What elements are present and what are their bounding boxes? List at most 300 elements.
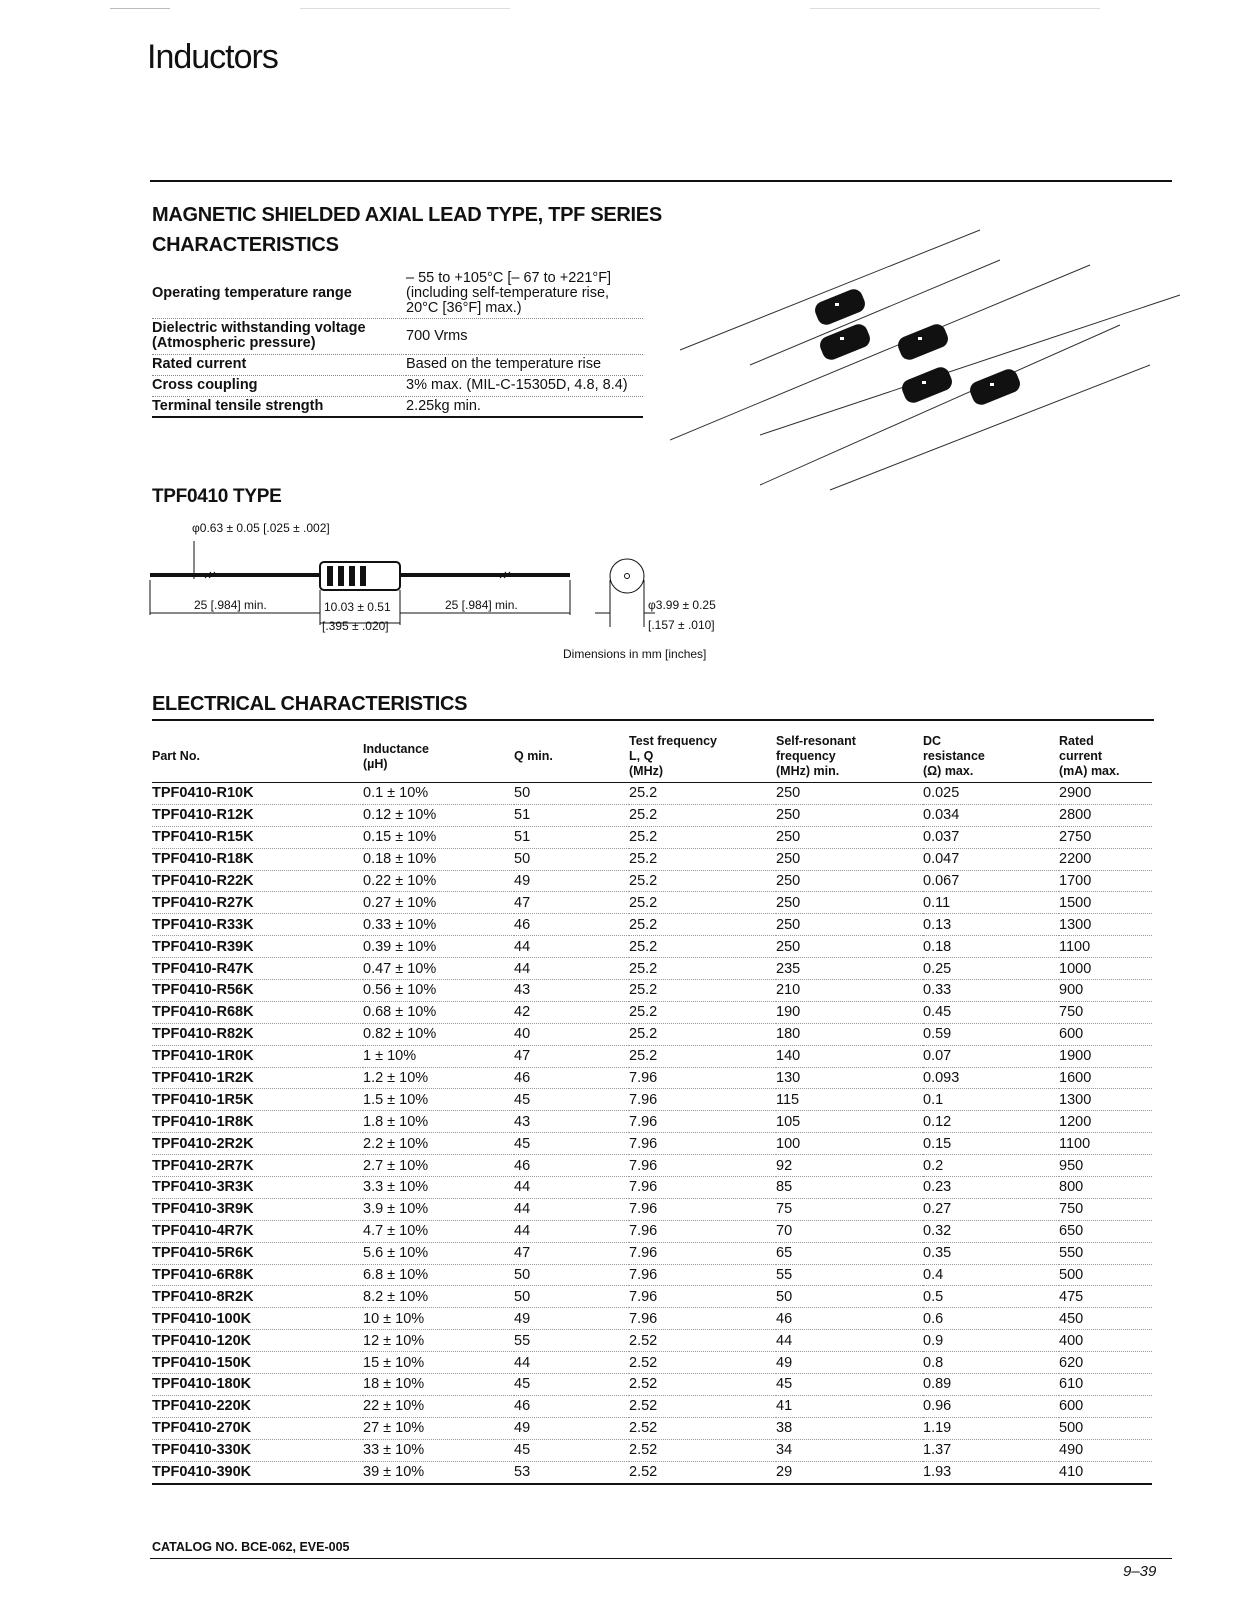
cell-test-frequency: 7.96 <box>629 1242 776 1264</box>
cell-inductance: 0.18 ± 10% <box>363 848 514 870</box>
cell-inductance: 12 ± 10% <box>363 1330 514 1352</box>
cell-test-frequency: 2.52 <box>629 1330 776 1352</box>
cell-self-resonant-frequency: 75 <box>776 1198 923 1220</box>
cell-inductance: 0.1 ± 10% <box>363 783 514 805</box>
cell-inductance: 2.7 ± 10% <box>363 1155 514 1177</box>
color-band <box>360 566 366 586</box>
cell-rated-current: 1100 <box>1059 936 1152 958</box>
cell-part-no: TPF0410-270K <box>152 1417 363 1439</box>
cell-self-resonant-frequency: 92 <box>776 1155 923 1177</box>
cell-part-no: TPF0410-4R7K <box>152 1220 363 1242</box>
cell-part-no: TPF0410-220K <box>152 1395 363 1417</box>
cell-test-frequency: 25.2 <box>629 870 776 892</box>
inductor-body <box>817 322 872 363</box>
cell-rated-current: 1500 <box>1059 892 1152 914</box>
table-row <box>152 1286 1152 1308</box>
cell-self-resonant-frequency: 50 <box>776 1286 923 1308</box>
cell-part-no: TPF0410-R39K <box>152 936 363 958</box>
units-note: Dimensions in mm [inches] <box>563 647 707 661</box>
cell-test-frequency: 7.96 <box>629 1133 776 1155</box>
cell-rated-current: 2900 <box>1059 783 1152 805</box>
cell-q-min: 42 <box>514 1001 629 1023</box>
cell-rated-current: 800 <box>1059 1177 1152 1199</box>
cell-test-frequency: 7.96 <box>629 1067 776 1089</box>
cell-self-resonant-frequency: 130 <box>776 1067 923 1089</box>
cell-part-no: TPF0410-R68K <box>152 1001 363 1023</box>
table-row <box>152 1089 1152 1111</box>
cell-self-resonant-frequency: 100 <box>776 1133 923 1155</box>
cell-self-resonant-frequency: 45 <box>776 1374 923 1396</box>
inductor-body <box>899 365 954 406</box>
char-row <box>152 318 643 354</box>
electrical-table-body <box>152 783 1152 1484</box>
char-value: Based on the temperature rise <box>406 354 643 375</box>
scan-rule <box>300 8 510 9</box>
char-label: Cross coupling <box>152 375 406 396</box>
electrical-rule <box>152 719 1154 721</box>
cell-inductance: 15 ± 10% <box>363 1352 514 1374</box>
characteristics-table <box>152 270 643 418</box>
type-heading: TPF0410 TYPE <box>152 486 282 507</box>
cell-q-min: 53 <box>514 1461 629 1483</box>
char-label-line: Dielectric withstanding voltage <box>152 320 366 336</box>
cell-dc-resistance: 0.4 <box>923 1264 1059 1286</box>
electrical-heading: ELECTRICAL CHARACTERISTICS <box>152 693 468 715</box>
body-end-view <box>610 559 644 593</box>
cell-rated-current: 410 <box>1059 1461 1152 1483</box>
table-row <box>152 914 1152 936</box>
cell-inductance: 3.9 ± 10% <box>363 1198 514 1220</box>
cell-self-resonant-frequency: 210 <box>776 980 923 1002</box>
electrical-table <box>152 734 1152 1485</box>
table-row <box>152 980 1152 1002</box>
char-value: 3% max. (MIL-C-15305D, 4.8, 8.4) <box>406 375 643 396</box>
cell-test-frequency: 2.52 <box>629 1439 776 1461</box>
cell-part-no: TPF0410-3R3K <box>152 1177 363 1199</box>
cell-q-min: 46 <box>514 1067 629 1089</box>
cell-part-no: TPF0410-120K <box>152 1330 363 1352</box>
cell-inductance: 0.27 ± 10% <box>363 892 514 914</box>
cell-rated-current: 600 <box>1059 1023 1152 1045</box>
col-header-test-frequency: Test frequency L, Q (MHz) <box>629 734 776 783</box>
cell-inductance: 18 ± 10% <box>363 1374 514 1396</box>
char-label: Terminal tensile strength <box>152 396 406 417</box>
table-row <box>152 936 1152 958</box>
cell-self-resonant-frequency: 140 <box>776 1045 923 1067</box>
inductor-body <box>812 287 867 328</box>
characteristics-heading: CHARACTERISTICS <box>152 234 339 256</box>
cell-dc-resistance: 1.93 <box>923 1461 1059 1483</box>
table-row <box>152 1133 1152 1155</box>
table-row <box>152 958 1152 980</box>
cell-q-min: 49 <box>514 1417 629 1439</box>
cell-q-min: 43 <box>514 1111 629 1133</box>
cell-rated-current: 610 <box>1059 1374 1152 1396</box>
cell-test-frequency: 7.96 <box>629 1155 776 1177</box>
cell-rated-current: 1300 <box>1059 914 1152 936</box>
table-row <box>152 1308 1152 1330</box>
section-title: MAGNETIC SHIELDED AXIAL LEAD TYPE, TPF SERIES <box>152 204 662 226</box>
page-title: Inductors <box>147 38 278 76</box>
cell-rated-current: 2200 <box>1059 848 1152 870</box>
cell-rated-current: 2800 <box>1059 804 1152 826</box>
cell-inductance: 4.7 ± 10% <box>363 1220 514 1242</box>
cell-rated-current: 1200 <box>1059 1111 1152 1133</box>
cell-part-no: TPF0410-R27K <box>152 892 363 914</box>
col-header-part-no: Part No. <box>152 734 363 783</box>
footer-rule <box>150 1558 1172 1559</box>
table-row <box>152 1330 1152 1352</box>
cell-test-frequency: 7.96 <box>629 1264 776 1286</box>
cell-part-no: TPF0410-R12K <box>152 804 363 826</box>
cell-test-frequency: 7.96 <box>629 1308 776 1330</box>
cell-self-resonant-frequency: 190 <box>776 1001 923 1023</box>
cell-dc-resistance: 0.9 <box>923 1330 1059 1352</box>
cell-rated-current: 500 <box>1059 1417 1152 1439</box>
cell-test-frequency: 25.2 <box>629 892 776 914</box>
cell-rated-current: 620 <box>1059 1352 1152 1374</box>
cell-self-resonant-frequency: 85 <box>776 1177 923 1199</box>
cell-part-no: TPF0410-R15K <box>152 826 363 848</box>
cell-self-resonant-frequency: 65 <box>776 1242 923 1264</box>
cell-q-min: 45 <box>514 1439 629 1461</box>
cell-q-min: 46 <box>514 914 629 936</box>
cell-test-frequency: 2.52 <box>629 1417 776 1439</box>
color-band <box>349 566 355 586</box>
inductor-body <box>967 367 1022 408</box>
cell-test-frequency: 7.96 <box>629 1198 776 1220</box>
cell-part-no: TPF0410-R82K <box>152 1023 363 1045</box>
cell-part-no: TPF0410-R22K <box>152 870 363 892</box>
cell-test-frequency: 25.2 <box>629 1023 776 1045</box>
col-header-self-resonant: Self-resonant frequency (MHz) min. <box>776 734 923 783</box>
cell-inductance: 0.15 ± 10% <box>363 826 514 848</box>
cell-dc-resistance: 0.037 <box>923 826 1059 848</box>
table-row <box>152 1045 1152 1067</box>
cell-part-no: TPF0410-R10K <box>152 783 363 805</box>
cell-test-frequency: 7.96 <box>629 1286 776 1308</box>
cell-part-no: TPF0410-1R5K <box>152 1089 363 1111</box>
cell-self-resonant-frequency: 105 <box>776 1111 923 1133</box>
cell-rated-current: 1000 <box>1059 958 1152 980</box>
cell-inductance: 10 ± 10% <box>363 1308 514 1330</box>
cell-q-min: 44 <box>514 1220 629 1242</box>
cell-rated-current: 550 <box>1059 1242 1152 1264</box>
cell-rated-current: 1600 <box>1059 1067 1152 1089</box>
cell-inductance: 0.82 ± 10% <box>363 1023 514 1045</box>
char-value: 700 Vrms <box>406 318 643 354</box>
cell-rated-current: 750 <box>1059 1198 1152 1220</box>
cell-inductance: 6.8 ± 10% <box>363 1264 514 1286</box>
cell-rated-current: 450 <box>1059 1308 1152 1330</box>
cell-q-min: 44 <box>514 1177 629 1199</box>
cell-part-no: TPF0410-6R8K <box>152 1264 363 1286</box>
body-diameter-label: φ3.99 ± 0.25 <box>648 598 716 612</box>
cell-self-resonant-frequency: 250 <box>776 936 923 958</box>
table-row <box>152 1177 1152 1199</box>
cell-rated-current: 400 <box>1059 1330 1152 1352</box>
cell-q-min: 44 <box>514 1198 629 1220</box>
cell-part-no: TPF0410-180K <box>152 1374 363 1396</box>
cell-part-no: TPF0410-R18K <box>152 848 363 870</box>
cell-self-resonant-frequency: 46 <box>776 1308 923 1330</box>
cell-part-no: TPF0410-1R2K <box>152 1067 363 1089</box>
table-row <box>152 892 1152 914</box>
cell-self-resonant-frequency: 29 <box>776 1461 923 1483</box>
cell-q-min: 50 <box>514 783 629 805</box>
cell-part-no: TPF0410-150K <box>152 1352 363 1374</box>
cell-self-resonant-frequency: 250 <box>776 870 923 892</box>
cell-test-frequency: 2.52 <box>629 1461 776 1483</box>
cell-dc-resistance: 0.8 <box>923 1352 1059 1374</box>
cell-rated-current: 1100 <box>1059 1133 1152 1155</box>
inductor-body <box>895 322 950 363</box>
cell-inductance: 0.22 ± 10% <box>363 870 514 892</box>
char-value-line: 20°C [36°F] max.) <box>406 300 522 317</box>
cell-dc-resistance: 0.45 <box>923 1001 1059 1023</box>
cell-self-resonant-frequency: 38 <box>776 1417 923 1439</box>
cell-test-frequency: 7.96 <box>629 1089 776 1111</box>
cell-self-resonant-frequency: 41 <box>776 1395 923 1417</box>
cell-rated-current: 900 <box>1059 980 1152 1002</box>
cell-test-frequency: 7.96 <box>629 1220 776 1242</box>
cell-part-no: TPF0410-390K <box>152 1461 363 1483</box>
cell-test-frequency: 25.2 <box>629 958 776 980</box>
cell-rated-current: 475 <box>1059 1286 1152 1308</box>
cell-self-resonant-frequency: 235 <box>776 958 923 980</box>
table-row <box>152 1067 1152 1089</box>
table-row <box>152 1264 1152 1286</box>
cell-dc-resistance: 0.35 <box>923 1242 1059 1264</box>
cell-test-frequency: 7.96 <box>629 1111 776 1133</box>
table-row <box>152 1461 1152 1483</box>
cell-dc-resistance: 0.12 <box>923 1111 1059 1133</box>
cell-self-resonant-frequency: 44 <box>776 1330 923 1352</box>
table-row <box>152 1001 1152 1023</box>
cell-dc-resistance: 0.89 <box>923 1374 1059 1396</box>
body-length-label: 10.03 ± 0.51 <box>324 600 391 614</box>
cell-self-resonant-frequency: 250 <box>776 914 923 936</box>
cell-inductance: 0.47 ± 10% <box>363 958 514 980</box>
cell-rated-current: 490 <box>1059 1439 1152 1461</box>
cell-self-resonant-frequency: 250 <box>776 848 923 870</box>
cell-dc-resistance: 0.59 <box>923 1023 1059 1045</box>
cell-q-min: 45 <box>514 1374 629 1396</box>
cell-dc-resistance: 0.025 <box>923 783 1059 805</box>
cell-part-no: TPF0410-R47K <box>152 958 363 980</box>
cell-rated-current: 600 <box>1059 1395 1152 1417</box>
cell-dc-resistance: 0.047 <box>923 848 1059 870</box>
cell-part-no: TPF0410-100K <box>152 1308 363 1330</box>
cell-q-min: 44 <box>514 936 629 958</box>
section-rule <box>150 180 1172 182</box>
cell-test-frequency: 25.2 <box>629 783 776 805</box>
table-row <box>152 783 1152 805</box>
cell-self-resonant-frequency: 55 <box>776 1264 923 1286</box>
col-header-inductance: Inductance (µH) <box>363 734 514 783</box>
cell-test-frequency: 25.2 <box>629 804 776 826</box>
cell-dc-resistance: 0.18 <box>923 936 1059 958</box>
char-value: 2.25kg min. <box>406 396 643 417</box>
cell-part-no: TPF0410-1R8K <box>152 1111 363 1133</box>
cell-q-min: 46 <box>514 1155 629 1177</box>
cell-dc-resistance: 0.15 <box>923 1133 1059 1155</box>
table-row <box>152 1374 1152 1396</box>
cell-self-resonant-frequency: 34 <box>776 1439 923 1461</box>
cell-q-min: 49 <box>514 1308 629 1330</box>
cell-dc-resistance: 0.23 <box>923 1177 1059 1199</box>
table-row <box>152 848 1152 870</box>
cell-rated-current: 1300 <box>1059 1089 1152 1111</box>
cell-part-no: TPF0410-R56K <box>152 980 363 1002</box>
cell-test-frequency: 25.2 <box>629 826 776 848</box>
cell-part-no: TPF0410-3R9K <box>152 1198 363 1220</box>
cell-part-no: TPF0410-2R7K <box>152 1155 363 1177</box>
col-header-dc-resistance: DC resistance (Ω) max. <box>923 734 1059 783</box>
cell-dc-resistance: 0.11 <box>923 892 1059 914</box>
lead-diameter-label: φ0.63 ± 0.05 [.025 ± .002] <box>192 521 330 535</box>
cell-inductance: 22 ± 10% <box>363 1395 514 1417</box>
cell-inductance: 0.12 ± 10% <box>363 804 514 826</box>
cell-q-min: 47 <box>514 1242 629 1264</box>
color-band <box>327 566 333 586</box>
cell-q-min: 50 <box>514 848 629 870</box>
cell-dc-resistance: 0.07 <box>923 1045 1059 1067</box>
cell-q-min: 47 <box>514 892 629 914</box>
cell-dc-resistance: 0.25 <box>923 958 1059 980</box>
cell-q-min: 44 <box>514 1352 629 1374</box>
char-label-line: (Atmospheric pressure) <box>152 335 316 351</box>
cell-self-resonant-frequency: 70 <box>776 1220 923 1242</box>
cell-dc-resistance: 1.37 <box>923 1439 1059 1461</box>
cell-inductance: 39 ± 10% <box>363 1461 514 1483</box>
cell-test-frequency: 25.2 <box>629 936 776 958</box>
char-row <box>152 375 643 396</box>
col-header-rated-current: Rated current (mA) max. <box>1059 734 1152 783</box>
cell-self-resonant-frequency: 115 <box>776 1089 923 1111</box>
cell-rated-current: 1700 <box>1059 870 1152 892</box>
cell-self-resonant-frequency: 180 <box>776 1023 923 1045</box>
char-row <box>152 270 643 318</box>
cell-inductance: 0.68 ± 10% <box>363 1001 514 1023</box>
cell-inductance: 2.2 ± 10% <box>363 1133 514 1155</box>
char-value <box>406 270 643 318</box>
cell-part-no: TPF0410-R33K <box>152 914 363 936</box>
lead-left-label: 25 [.984] min. <box>194 598 267 612</box>
page-number: 9–39 <box>1123 1563 1157 1580</box>
cell-inductance: 1.2 ± 10% <box>363 1067 514 1089</box>
table-row <box>152 1395 1152 1417</box>
table-row <box>152 1417 1152 1439</box>
cell-rated-current: 750 <box>1059 1001 1152 1023</box>
cell-dc-resistance: 0.067 <box>923 870 1059 892</box>
char-value-line: – 55 to +105°C [– 67 to +221°F] <box>406 270 612 287</box>
cell-inductance: 33 ± 10% <box>363 1439 514 1461</box>
cell-rated-current: 650 <box>1059 1220 1152 1242</box>
cell-q-min: 46 <box>514 1395 629 1417</box>
cell-inductance: 1.8 ± 10% <box>363 1111 514 1133</box>
cell-q-min: 51 <box>514 804 629 826</box>
cell-q-min: 40 <box>514 1023 629 1045</box>
cell-q-min: 45 <box>514 1089 629 1111</box>
cell-test-frequency: 25.2 <box>629 848 776 870</box>
table-row <box>152 1439 1152 1461</box>
cell-part-no: TPF0410-5R6K <box>152 1242 363 1264</box>
cell-test-frequency: 25.2 <box>629 980 776 1002</box>
cell-q-min: 47 <box>514 1045 629 1067</box>
cell-q-min: 44 <box>514 958 629 980</box>
cell-dc-resistance: 0.33 <box>923 980 1059 1002</box>
cell-dc-resistance: 0.2 <box>923 1155 1059 1177</box>
cell-dc-resistance: 0.27 <box>923 1198 1059 1220</box>
cell-self-resonant-frequency: 250 <box>776 826 923 848</box>
cell-inductance: 0.39 ± 10% <box>363 936 514 958</box>
catalog-number: CATALOG NO. BCE-062, EVE-005 <box>152 1540 350 1554</box>
cell-dc-resistance: 0.5 <box>923 1286 1059 1308</box>
table-row <box>152 1352 1152 1374</box>
cell-q-min: 43 <box>514 980 629 1002</box>
cell-dc-resistance: 0.1 <box>923 1089 1059 1111</box>
cell-test-frequency: 2.52 <box>629 1374 776 1396</box>
cell-test-frequency: 2.52 <box>629 1352 776 1374</box>
cell-test-frequency: 25.2 <box>629 1045 776 1067</box>
table-row <box>152 1155 1152 1177</box>
cell-inductance: 0.56 ± 10% <box>363 980 514 1002</box>
cell-dc-resistance: 0.96 <box>923 1395 1059 1417</box>
table-row <box>152 826 1152 848</box>
cell-rated-current: 950 <box>1059 1155 1152 1177</box>
cell-test-frequency: 25.2 <box>629 914 776 936</box>
char-value-line: (including self-temperature rise, <box>406 285 610 302</box>
cell-dc-resistance: 0.034 <box>923 804 1059 826</box>
table-row <box>152 1023 1152 1045</box>
char-row <box>152 396 643 417</box>
cell-q-min: 45 <box>514 1133 629 1155</box>
cell-inductance: 3.3 ± 10% <box>363 1177 514 1199</box>
body-diameter-inch-label: [.157 ± .010] <box>648 618 715 632</box>
char-label <box>152 318 406 354</box>
cell-q-min: 50 <box>514 1286 629 1308</box>
cell-dc-resistance: 0.32 <box>923 1220 1059 1242</box>
cell-dc-resistance: 0.093 <box>923 1067 1059 1089</box>
cell-test-frequency: 2.52 <box>629 1395 776 1417</box>
cell-dc-resistance: 0.6 <box>923 1308 1059 1330</box>
table-row <box>152 804 1152 826</box>
cell-inductance: 1.5 ± 10% <box>363 1089 514 1111</box>
scan-rule <box>810 8 1100 9</box>
cell-part-no: TPF0410-8R2K <box>152 1286 363 1308</box>
cell-inductance: 1 ± 10% <box>363 1045 514 1067</box>
cell-part-no: TPF0410-330K <box>152 1439 363 1461</box>
cell-q-min: 49 <box>514 870 629 892</box>
cell-rated-current: 1900 <box>1059 1045 1152 1067</box>
table-row <box>152 1220 1152 1242</box>
col-header-q-min: Q min. <box>514 734 629 783</box>
table-row <box>152 870 1152 892</box>
cell-self-resonant-frequency: 250 <box>776 783 923 805</box>
cell-q-min: 51 <box>514 826 629 848</box>
cell-test-frequency: 25.2 <box>629 1001 776 1023</box>
lead-right-label: 25 [.984] min. <box>445 598 518 612</box>
inductor-photo <box>670 225 1190 495</box>
cell-inductance: 5.6 ± 10% <box>363 1242 514 1264</box>
cell-inductance: 27 ± 10% <box>363 1417 514 1439</box>
cell-test-frequency: 7.96 <box>629 1177 776 1199</box>
cell-part-no: TPF0410-1R0K <box>152 1045 363 1067</box>
cell-part-no: TPF0410-2R2K <box>152 1133 363 1155</box>
cell-q-min: 55 <box>514 1330 629 1352</box>
table-header-row <box>152 734 1152 783</box>
